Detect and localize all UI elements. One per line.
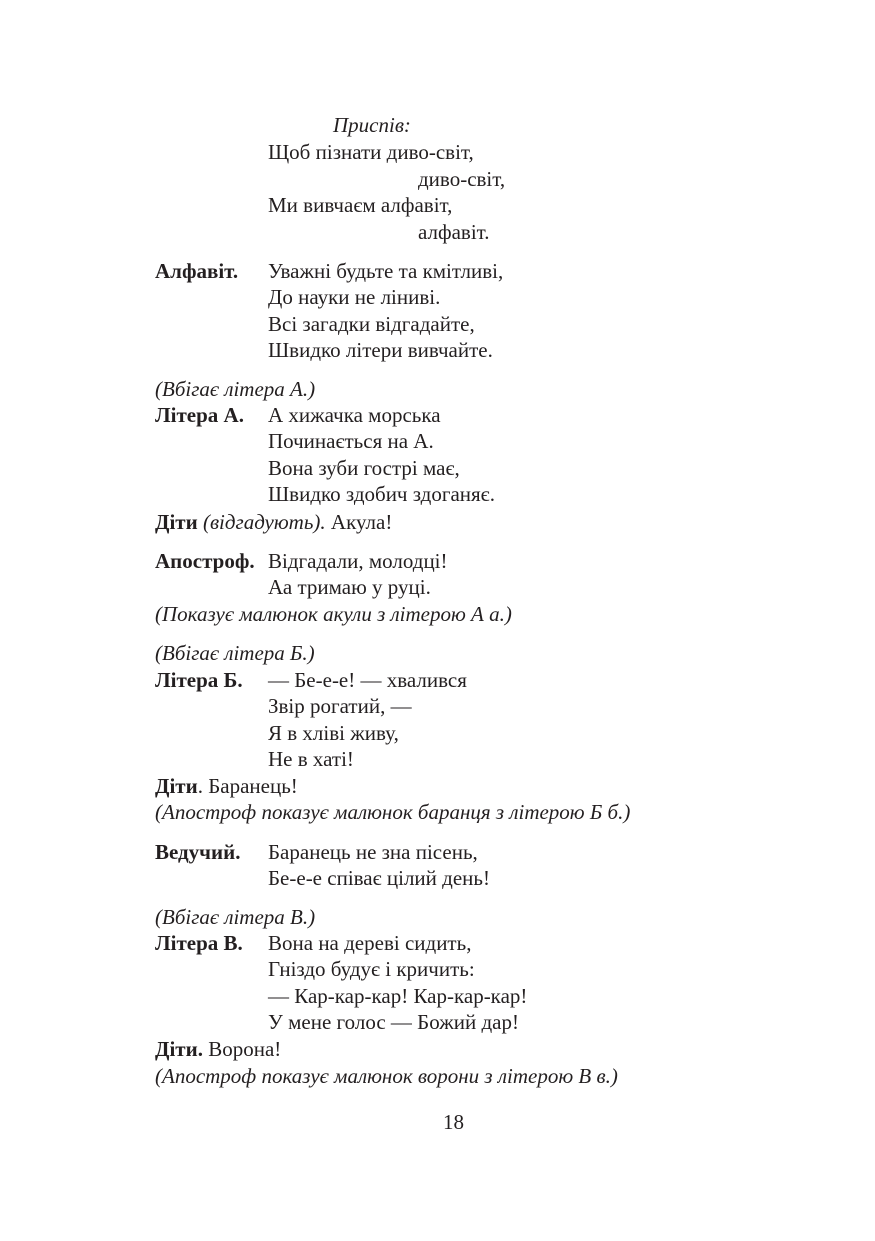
chorus-line: алфавіт. [418,220,490,244]
speaker-name: Діти [155,510,198,534]
chorus-heading: Приспів: [333,113,411,137]
verse-line: Бе-е-е співає цілий день! [268,866,490,891]
verse-line: У мене голос — Божий дар! [268,1010,519,1035]
chorus-line: Ми вивчаєм алфавіт, [268,193,453,217]
verse-line: Всі загадки відгадайте, [268,311,475,336]
verse-line: — Бе-е-е! — хвалився [268,668,467,692]
verse-line: Швидко літери вивчайте. [268,338,493,363]
chorus-line: Щоб пізнати диво-світ, [268,140,474,164]
speaker-line [155,1036,281,1062]
verse-line: Відгадали, молодці! [268,549,448,573]
speaker-name: Літера Б. [155,668,243,692]
stage-direction: (Показує малюнок акули з літерою А а.) [155,602,512,626]
page-number: 18 [443,1110,464,1134]
spoken-text: Акула! [330,510,393,534]
verse-line: Швидко здобич здоганяє. [268,482,495,507]
verse-line: Вона на дереві сидить, [268,931,472,955]
remark: (відгадують). [202,510,326,534]
verse-line: Вона зуби гострі має, [268,455,460,480]
speaker-name: Діти [155,774,198,798]
verse-line: Не в хаті! [268,747,354,772]
verse-line: Звір рогатий, — [268,694,412,719]
verse-line: Я в хліві живу, [268,720,399,745]
speaker-line [155,509,392,535]
speaker-name: Літера А. [155,403,244,427]
verse-line: Баранець не зна пісень, [268,840,478,864]
verse-line: До науки не ліниві. [268,285,441,310]
verse-line: Уважні будьте та кмітливі, [268,259,504,283]
speaker-name: Діти. [155,1037,203,1061]
stage-direction: (Вбігає літера В.) [155,905,316,929]
stage-direction: (Вбігає літера Б.) [155,641,315,665]
speaker-line [155,773,298,799]
verse-line: Аа тримаю у руці. [268,575,431,600]
speaker-name: Ведучий. [155,840,241,864]
verse-line: — Кар-кар-кар! Кар-кар-кар! [268,983,528,1008]
stage-direction: (Апостроф показує малюнок баранця з літерою Б б.) [155,800,631,824]
speaker-name: Літера В. [155,931,243,955]
speaker-name: Апостроф. [155,549,255,573]
chorus-line: диво-світ, [418,167,506,191]
spoken-text: . Баранець! [197,774,298,798]
verse-line: Починається на А. [268,429,434,454]
stage-direction: (Апостроф показує малюнок ворони з літерою В в.) [155,1064,618,1088]
speaker-name: Алфавіт. [155,259,239,283]
spoken-text: Ворона! [202,1037,282,1061]
stage-direction: (Вбігає літера А.) [155,377,316,401]
verse-line: А хижачка морська [268,403,441,427]
verse-line: Гніздо будує і кричить: [268,957,475,982]
